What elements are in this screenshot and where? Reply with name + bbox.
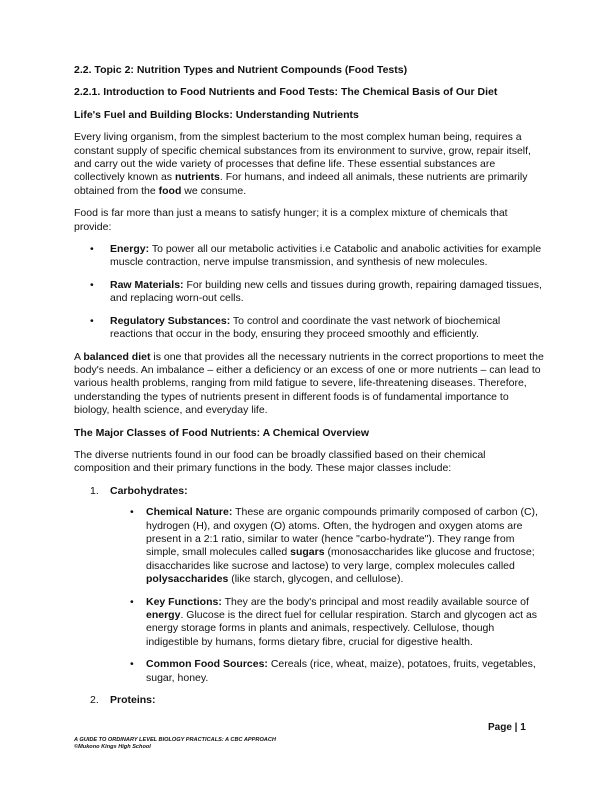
list-item: • Energy: To power all our metabolic activities i.e Catabolic and anabolic activities for example muscle contraction, nerve impulse transmission, and synthesis of new molecules. (90, 243, 542, 269)
topic-heading: 2.2. Topic 2: Nutrition Types and Nutrient Compounds (Food Tests) (74, 64, 408, 76)
bullet-icon: • (130, 658, 134, 671)
footer-text (74, 737, 276, 752)
numbered-item-proteins: 2. Proteins: (90, 694, 156, 707)
food-paragraph: Food is far more than just a means to satisfy hunger; it is a complex mixture of chemicals that provide: (74, 207, 508, 233)
list-item: • Key Functions: They are the body's principal and most readily available source of energy. Glucose is the direct fuel for cellular respiration. Starch and glycogen act as energy storage forms in plants and animals, respectively. Cellulose, though indigestible by humans, forms dietary fibre, crucial for digestive health. (130, 595, 538, 648)
bullet-icon: • (90, 314, 94, 327)
footer-copyright: ©Mukono Kings High School (74, 744, 151, 751)
list-item: • Regulatory Substances: To control and coordinate the vast network of biochemical reactions that occur in the body, ensuring they proceed smoothly and efficiently. (90, 314, 501, 341)
list-item: • Raw Materials: For building new cells and tissues during growth, repairing damaged tissues, and replacing worn-out cells. (90, 278, 542, 305)
bullet-icon: • (90, 243, 94, 256)
balanced-diet-paragraph: A balanced diet is one that provides all the necessary nutrients in the correct proportions to meet the body's needs. An imbalance – either a deficiency or an excess of one or more nutrients – can lead to various health problems, ranging from mild fatigue to severe, life-threatening diseases. Therefore, understanding the types of nutrients present in different foods is of fundamental importance to biology, health science, and everyday life. (74, 350, 544, 417)
classes-title: The Major Classes of Food Nutrients: A Chemical Overview (74, 426, 370, 439)
intro-paragraph: Every living organism, from the simplest bacterium to the most complex human being, requires a constant supply of specific chemical substances from its environment to survive, grow, repair itself, and carry out the wide variety of processes that define life. These essential substances are collectively known as nutrients. For humans, and indeed all animals, these nutrients are primarily obtained from the food we consume. (74, 131, 531, 197)
bullet-icon: • (130, 506, 134, 519)
classes-intro: The diverse nutrients found in our food can be broadly classified based on their chemical composition and their primary functions in the body. These major classes include: (74, 448, 486, 475)
bullet-icon: • (90, 278, 94, 291)
nutrients-title: Life's Fuel and Building Blocks: Understanding Nutrients (74, 108, 359, 121)
provides-list (74, 243, 544, 341)
list-item: • Chemical Nature: These are organic compounds primarily composed of carbon (C), hydrogen (H), and oxygen (O) atoms. Often, the hydrogen and oxygen atoms are present in a 2:1 ratio, similar to water (hence "carbo-hydrate"). They range from simple, small molecules called sugars (monosaccharides like glucose and fructose; disaccharides like sucrose and lactose) to very large, complex molecules called polysaccharides (like starch, glycogen, and cellulose). (130, 506, 538, 586)
section-heading: 2.2.1. Introduction to Food Nutrients and Food Tests: The Chemical Basis of Our Diet (74, 86, 498, 99)
footer-guide-title: A GUIDE TO ORDINARY LEVEL BIOLOGY PRACTICALS: A CBC APPROACH (74, 737, 276, 743)
carbohydrate-details (110, 506, 544, 685)
list-item: • Common Food Sources: Cereals (rice, wheat, maize), potatoes, fruits, vegetables, sugar, honey. (130, 658, 536, 684)
page-number: Page | 1 (488, 722, 526, 733)
bullet-icon: • (130, 595, 134, 608)
page-content (74, 64, 544, 715)
numbered-item-carbohydrates: 1. Carbohydrates: • Chemical Nature: These are organic compounds primarily composed of carbon (C), hydrogen (H), and oxygen (O) atoms. Often, the hydrogen and oxygen atoms are present in a 2:1 ratio, similar to water (hence "carbo-hydrate"). They range from simple, small molecules called sugars (monosaccharides like glucose and fructose; disaccharides like sucrose and lactose) to very large, complex molecules called polysaccharides (like starch, glycogen, and cellulose). • Key Functions: They are the body's principal and most readily available source of energy. Glucose is the direct fuel for cellular respiration. Starch and glycogen act as energy storage forms in plants and animals, respectively. Cellulose, though indigestible by humans, forms dietary fibre, crucial for digestive health. • Common Food Sources: Cereals (rice, wheat, maize), potatoes, fruits, vegetables, sugar, honey. (74, 485, 544, 685)
